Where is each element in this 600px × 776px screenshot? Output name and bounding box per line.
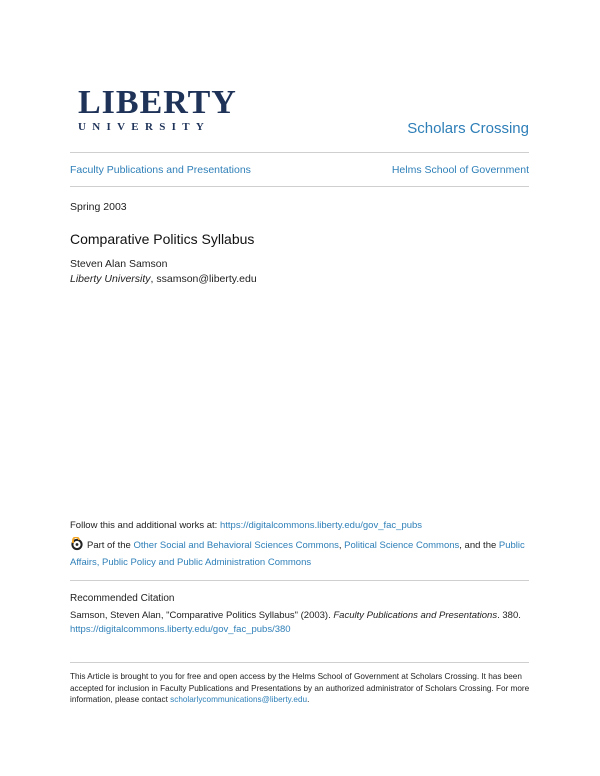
partof-separator: , — [338, 540, 345, 551]
citation-number: . 380. — [497, 610, 521, 621]
links-divider — [70, 186, 529, 187]
header-divider — [70, 152, 529, 153]
partof-separator: , and the — [459, 540, 499, 551]
author-affiliation — [70, 273, 257, 285]
citation-text — [70, 609, 530, 637]
partof-prefix: Part of the — [87, 540, 134, 551]
citation-authors: Samson, Steven Alan, "Comparative Politics Syllabus" (2003). — [70, 610, 334, 621]
discipline-link-public-affairs[interactable]: Public Affairs, Public Policy and Public Administration Commons — [70, 540, 525, 568]
collection-links — [70, 164, 529, 176]
liberty-university-logo[interactable] — [78, 84, 237, 134]
citation-series: Faculty Publications and Presentations — [333, 610, 498, 621]
contact-email-link[interactable]: scholarlycommunications@liberty.edu — [170, 695, 308, 704]
logo-subtitle: UNIVERSITY — [78, 121, 211, 133]
open-access-icon — [70, 537, 84, 551]
follow-prefix: Follow this and additional works at: — [70, 520, 220, 531]
collection-link[interactable]: Faculty Publications and Presentations — [70, 164, 251, 176]
citation-divider — [70, 580, 529, 581]
author-name: Steven Alan Samson — [70, 258, 168, 270]
notice-end: . — [307, 695, 310, 704]
author-email: , ssamson@liberty.edu — [150, 273, 257, 285]
scholars-crossing-brand[interactable]: Scholars Crossing — [407, 120, 529, 137]
citation-url-link[interactable]: https://digitalcommons.liberty.edu/gov_fac_pubs/380 — [70, 624, 291, 635]
citation-heading: Recommended Citation — [70, 593, 175, 604]
department-link[interactable]: Helms School of Government — [391, 164, 529, 176]
notice-text: This Article is brought to you for free and open access by the Helms School of Government at Scholars Crossing. It has been accepted for inclusion in Faculty Publications and Presentations by an authorized administrator of Scholars Crossing. For more information, please contact — [70, 672, 530, 704]
collection-url-link[interactable]: https://digitalcommons.liberty.edu/gov_fac_pubs — [219, 520, 423, 531]
affiliation-institution: Liberty University — [70, 273, 151, 285]
follow-line — [70, 520, 422, 531]
discipline-link-political-science[interactable]: Political Science Commons — [344, 540, 460, 551]
access-notice — [70, 671, 530, 706]
notice-divider — [70, 662, 529, 663]
disciplines-line — [70, 537, 530, 571]
discipline-link-other-social[interactable]: Other Social and Behavioral Sciences Commons — [133, 540, 339, 551]
logo-wordmark: LIBERTY — [78, 84, 237, 121]
document-title: Comparative Politics Syllabus — [70, 231, 255, 247]
publication-date: Spring 2003 — [70, 201, 127, 213]
